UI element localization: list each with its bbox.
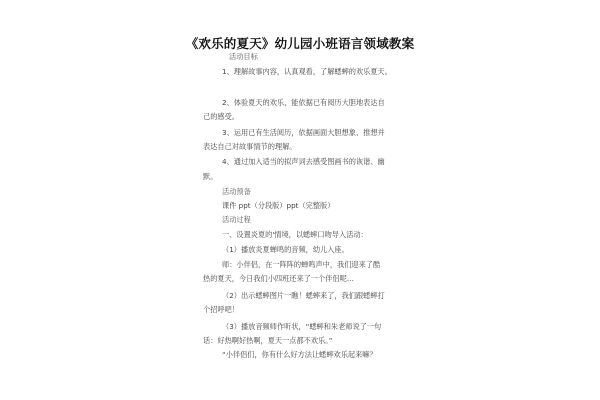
process-line: （2）出示蟋蟀图片一瞧！蟋蟀来了，我们跟蟋蟀打 [222, 291, 385, 300]
section-heading-process: 活动过程 [222, 215, 251, 224]
process-line: 师：小伴侣，在一阵阵的蝉鸣声中，我们迎来了酷 [222, 260, 381, 269]
goal-line: 4、通过加入适当的拟声词去感受图画书的诙谐、幽 [222, 157, 385, 166]
goal-line: 己的感受。 [203, 112, 239, 121]
process-line: 话：好热啊好热啊，夏天一点都不欢乐。” [203, 336, 333, 345]
process-line: 热的夏天，今日我们小四班还来了一个伴侣呢… [203, 274, 354, 283]
goal-line: 2、体验夏天的欢乐，能依据已有阅历大胆地表达自 [222, 98, 385, 107]
process-line: （3）播放音频师作听状，“蟋蟀和朱老师说了一句 [222, 322, 382, 331]
process-line: （1）播放炎夏蝉鸣的音频，幼儿入座。 [222, 245, 349, 254]
goal-line: 表达自己对故事情节的理解。 [203, 142, 297, 151]
prep-line: 课件 ppt（分段版）ppt（完整版） [222, 201, 335, 210]
process-line: “小伴侣们，你有什么好方法让蟋蟀欢乐起来嘛？ [222, 350, 377, 359]
process-line: 一、设置炎夏的'情境，以蟋蟀口吻导入活动： [222, 230, 368, 239]
page-title: 《欢乐的夏天》幼儿园小班语言领域教案 [185, 36, 415, 51]
goal-line: 默。 [203, 172, 218, 181]
section-heading-prep: 活动预备 [222, 187, 251, 196]
section-heading-goals: 活动目标 [229, 52, 258, 61]
goal-line: 3、运用已有生活阅历，依据画面大胆想象、推想并 [222, 128, 385, 137]
goal-line: 1、理解故事内容，认真观看，了解蟋蟀的欢乐夏天。 [222, 67, 392, 76]
process-line: 个招呼吧！ [203, 305, 239, 314]
